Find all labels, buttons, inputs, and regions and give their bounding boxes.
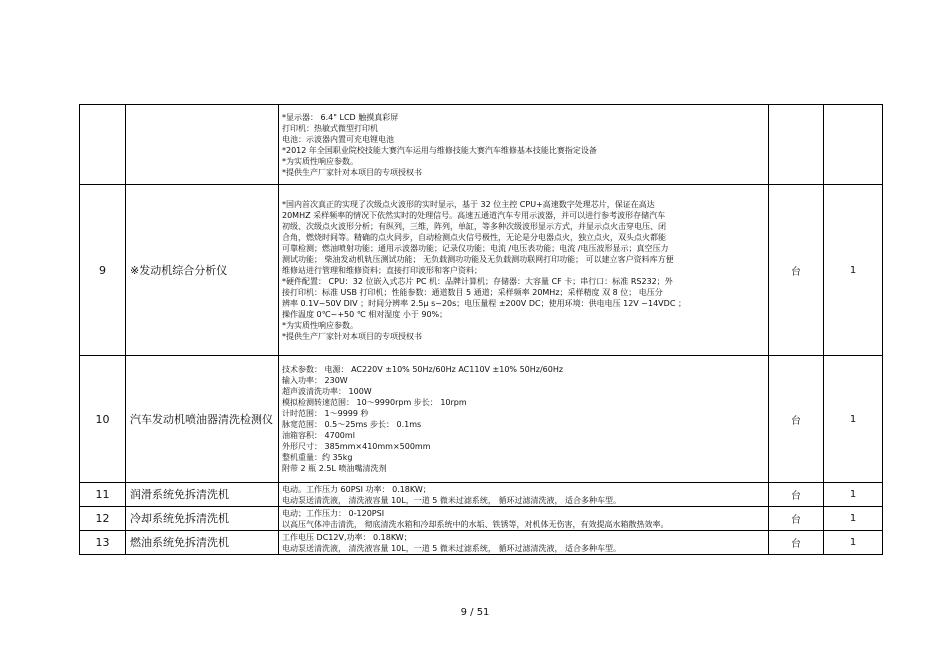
item-number: 9 — [80, 185, 126, 356]
page-current: 9 — [460, 607, 467, 618]
spec-line: *硬件配置： CPU：32 位嵌入式芯片 PC 机：品牌计算机；存储器：大容量 CF 卡；串行口：标准 RS232；外 — [282, 276, 673, 286]
spec-line: 电动。工作压力 60PSI 功率： 0.18KW； — [282, 484, 431, 494]
table-row — [80, 483, 883, 507]
item-number: 13 — [80, 531, 126, 555]
item-quantity: 1 — [824, 356, 883, 483]
item-name: ※发动机综合分析仪 — [126, 185, 279, 356]
item-quantity: 1 — [824, 185, 883, 356]
spec-line: 技术参数： 电源： AC220V ±10% 50Hz/60Hz AC110V ±10% 50Hz/60Hz — [282, 365, 564, 374]
spec-line: 辨率 0.1V~50V DIV ；时间分辨率 2.5μ s~20s；电压量程 ±200V DC；使用环境：供电电压 12V ~14VDC ； — [282, 298, 686, 308]
page-total: 51 — [476, 607, 490, 618]
item-unit: 台 — [769, 356, 824, 483]
spec-line: 电动；工作压力： 0-120PSI — [282, 508, 385, 518]
table-row — [80, 507, 883, 531]
item-quantity: 1 — [824, 531, 883, 555]
spec-line: *国内首次真正的实现了次级点火波形的实时显示，基于 32 位主控 CPU+高速数字处理芯片，保证在高达 — [282, 199, 655, 209]
item-unit — [769, 105, 824, 185]
spec-line: 计时范围： 1～9999 秒 — [282, 409, 369, 418]
spec-line: 打印机：热敏式微型打印机 — [282, 123, 378, 133]
spec-line: 工作电压 DC12V,功率： 0.18KW； — [282, 532, 412, 542]
spec-line: 测试功能； 柴油发动机轨压测试功能； 无负载测功功能及无负载测功联网打印功能； 可以建立客户资料库方便 — [282, 254, 674, 264]
item-unit: 台 — [769, 483, 824, 507]
spec-line: 输入功率： 230W — [282, 376, 348, 385]
item-specification — [279, 356, 769, 483]
spec-line: 电池：示波器内置可充电锂电池 — [282, 134, 394, 144]
spec-line: 整机重量：约 35kg — [282, 453, 353, 462]
spec-line: 20MHZ 采样频率的情况下依然实时的处理信号。高速五通道汽车专用示波器，并可以进行参考波形存储汽车 — [282, 210, 666, 220]
spec-line: 附带 2 瓶 2.5L 喷油嘴清洗剂 — [282, 464, 387, 473]
table-row — [80, 356, 883, 483]
item-name: 冷却系统免拆清洗机 — [126, 507, 279, 531]
spec-line: 外形尺寸： 385mm×410mm×500mm — [282, 442, 431, 451]
item-quantity: 1 — [824, 483, 883, 507]
item-quantity — [824, 105, 883, 185]
table-row — [80, 185, 883, 356]
item-unit: 台 — [769, 531, 824, 555]
item-specification — [279, 507, 769, 531]
spec-line: *提供生产厂家针对本项目的专项授权书 — [282, 167, 422, 177]
spec-line: 模拟检测转速范围： 10～9990rpm 步长： 10rpm — [282, 398, 467, 407]
item-name: 润滑系统免拆清洗机 — [126, 483, 279, 507]
page-number — [0, 607, 950, 618]
item-name: 汽车发动机喷油器清洗检测仪 — [126, 356, 279, 483]
spec-line: *为实质性响应参数。 — [282, 156, 358, 166]
table-row — [80, 105, 883, 185]
spec-line: 油箱容积： 4700ml — [282, 431, 355, 440]
spec-line: 电动泵送清洗液， 清洗液容量 10L，一道 5 微米过滤系统， 循环过滤清洗液， 适合多种车型。 — [282, 543, 621, 553]
item-specification — [279, 105, 769, 185]
equipment-spec-table — [79, 104, 883, 555]
item-specification — [279, 531, 769, 555]
spec-line: 以高压气体冲击清洗， 彻底清洗水箱和冷却系统中的水垢、铁锈等，对机体无伤害，有效提高水箱散热效率。 — [282, 519, 669, 529]
item-number: 10 — [80, 356, 126, 483]
item-number: 11 — [80, 483, 126, 507]
spec-line: 维修站进行管理和维修资料；直接打印波形和客户资料； — [282, 265, 482, 275]
spec-line: 电动泵送清洗液， 清洗液容量 10L，一道 5 微米过滤系统， 循环过滤清洗液， 适合多种车型。 — [282, 495, 621, 505]
item-specification — [279, 483, 769, 507]
spec-line: *为实质性响应参数。 — [282, 320, 358, 330]
spec-line: 初级、次级点火波形分析；有纵列，三维，阵列，单缸，等多种次级波形显示方式，并显示点火击穿电压、闭 — [282, 221, 666, 231]
spec-line: 操作温度 0℃~+50 ℃ 相对湿度 小于 90%； — [282, 309, 448, 319]
item-specification — [279, 185, 769, 356]
item-number — [80, 105, 126, 185]
item-quantity: 1 — [824, 507, 883, 531]
spec-line: 可靠检测；燃油喷射功能；通用示波器功能；记录仪功能；电流 /电压表功能；电流 /电压波形显示；真空压力 — [282, 243, 669, 253]
item-unit: 台 — [769, 507, 824, 531]
item-name: 燃油系统免拆清洗机 — [126, 531, 279, 555]
spec-line: 脉宽范围： 0.5～25ms 步长： 0.1ms — [282, 420, 422, 429]
table-row — [80, 531, 883, 555]
table-body — [80, 105, 883, 555]
item-name — [126, 105, 279, 185]
spec-line: *提供生产厂家针对本项目的专项授权书 — [282, 331, 422, 341]
page-separator: / — [470, 607, 474, 618]
spec-line: 接打印机：标准 USB 打印机；性能参数：通道数目 5 通道；采样频率 20MHz；采样精度 双 8 位； 电压分 — [282, 287, 663, 297]
item-unit: 台 — [769, 185, 824, 356]
spec-line: 合角，燃烧时间等。精确的点火同步，自动检测点火信号极性，无论是分电器点火，独立点火，双头点火都能 — [282, 232, 666, 242]
spec-line: *显示器： 6.4" LCD 触摸真彩屏 — [282, 112, 399, 122]
spec-line: *2012 年全国职业院校技能大赛汽车运用与维修技能大赛汽车维修基本技能比赛指定设备 — [282, 145, 597, 155]
spec-line: 超声波清洗功率： 100W — [282, 387, 372, 396]
item-number: 12 — [80, 507, 126, 531]
